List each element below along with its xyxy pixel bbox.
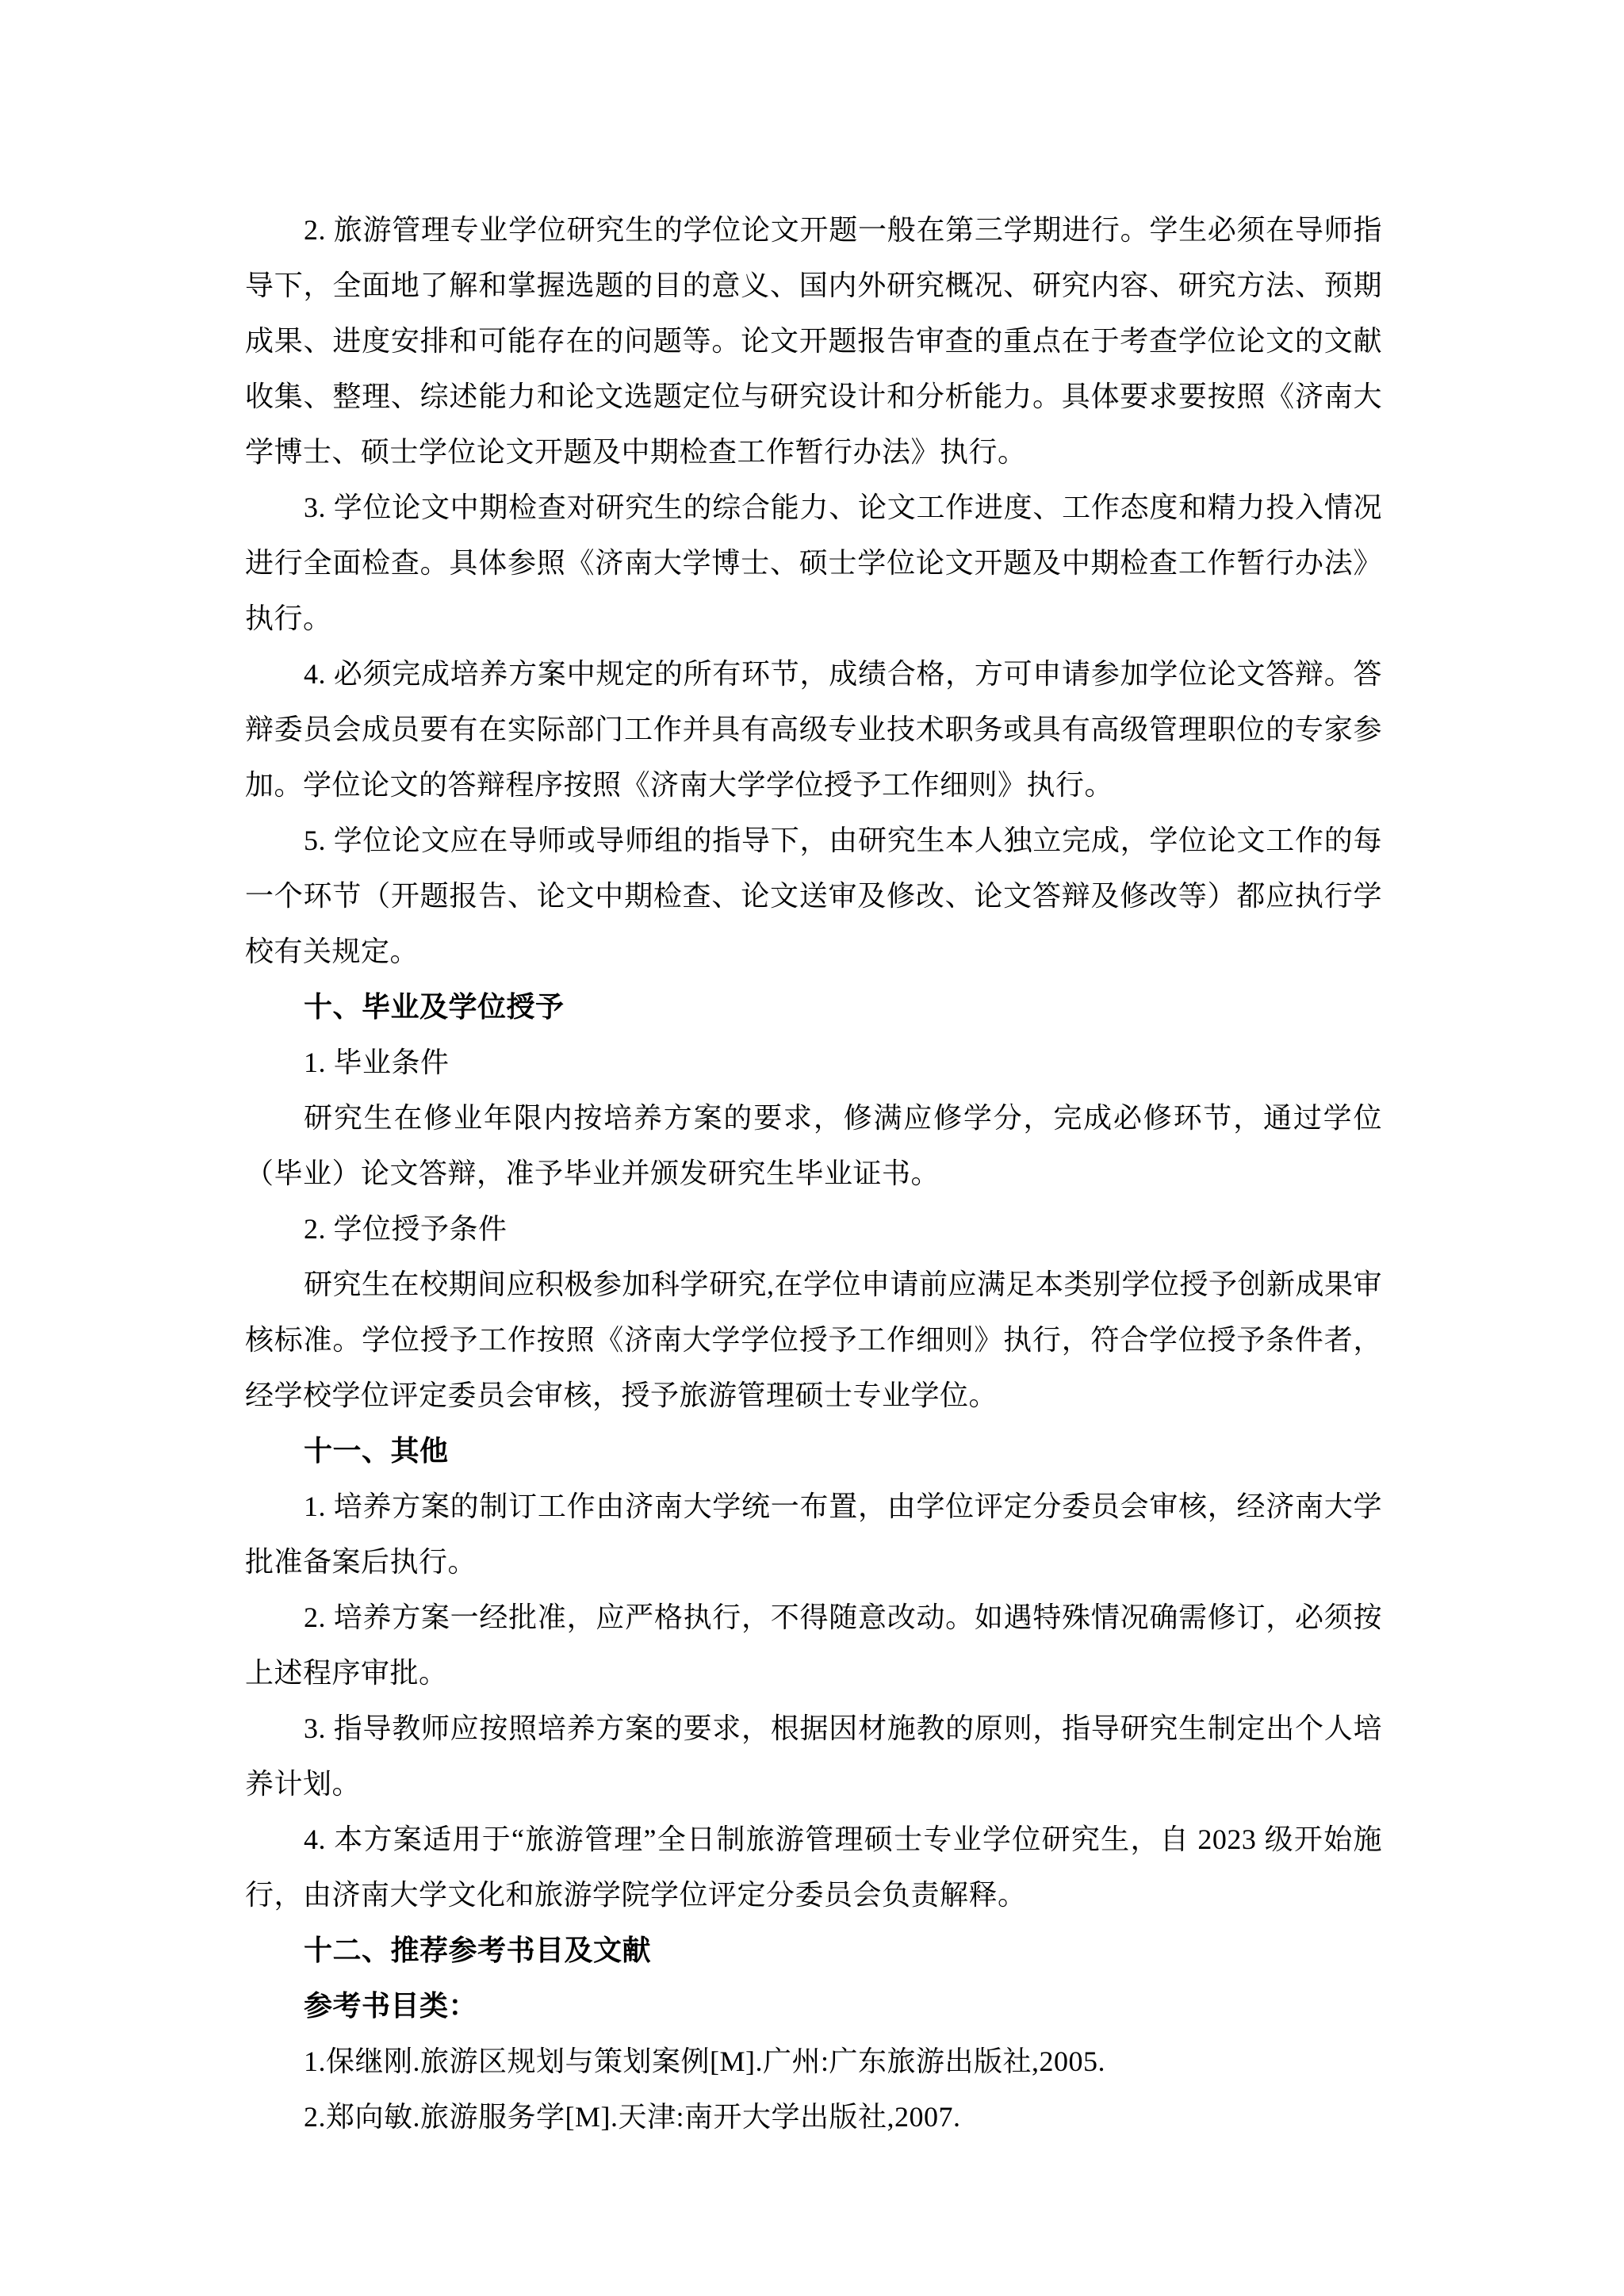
para-item-4-applicability: 4. 本方案适用于“旅游管理”全日制旅游管理硕士专业学位研究生，自 2023 级开始施行，由济南大学文化和旅游学院学位评定分委员会负责解释。 [245,1823,1382,1911]
para-item-2-plan-revision: 2. 培养方案一经批准，应严格执行，不得随意改动。如遇特殊情况确需修订，必须按上述程序审批。 [245,1601,1382,1689]
reference-item-2: 2.郑向敏.旅游服务学[M].天津:南开大学出版社,2007. [304,2101,961,2133]
para-item-4-defense-requirements: 4. 必须完成培养方案中规定的所有环节，成绩合格，方可申请参加学位论文答辩。答辩委员会成员要有在实际部门工作并具有高级专业技术职务或具有高级管理职位的专家参加。学位论文的答辩程序按照《济南大学学位授予工作细则》执行。 [245,658,1382,801]
reference-item-1: 1.保继刚.旅游区规划与策划案例[M].广州:广东旅游出版社,2005. [304,2045,1105,2077]
para-item-2-thesis-proposal: 2. 旅游管理专业学位研究生的学位论文开题一般在第三学期进行。学生必须在导师指导下，全面地了解和掌握选题的目的意义、国内外研究概况、研究内容、研究方法、预期成果、进度安排和可能存在的问题等。论文开题报告审查的重点在于考查学位论文的文献收集、整理、综述能力和论文选题定位与研究设计和分析能力。具体要求要按照《济南大学博士、硕士学位论文开题及中期检查工作暂行办法》执行。 [245,214,1382,468]
para-item-3-midterm-check: 3. 学位论文中期检查对研究生的综合能力、论文工作进度、工作态度和精力投入情况进行全面检查。具体参照《济南大学博士、硕士学位论文开题及中期检查工作暂行办法》执行。 [245,492,1382,634]
para-item-1-plan-formulation: 1. 培养方案的制订工作由济南大学统一布置，由学位评定分委员会审核，经济南大学批准备案后执行。 [245,1490,1382,1578]
document-body [245,202,1382,2145]
para-item-5-thesis-independence: 5. 学位论文应在导师或导师组的指导下，由研究生本人独立完成，学位论文工作的每一个环节（开题报告、论文中期检查、论文送审及修改、论文答辩及修改等）都应执行学校有关规定。 [245,825,1382,967]
heading-section-10-graduation-and-degree: 十、毕业及学位授予 [304,991,565,1023]
para-degree-conditions-detail: 研究生在校期间应积极参加科学研究,在学位申请前应满足本类别学位授予创新成果审核标准。学位授予工作按照《济南大学学位授予工作细则》执行，符合学位授予条件者，经学校学位评定委员会审核，授予旅游管理硕士专业学位。 [245,1269,1383,1411]
para-item-3-supervisor-guidance: 3. 指导教师应按照培养方案的要求，根据因材施教的原则，指导研究生制定出个人培养计划。 [245,1712,1382,1800]
heading-section-12-recommended-references: 十二、推荐参考书目及文献 [304,1934,652,1966]
heading-section-11-others: 十一、其他 [304,1435,449,1467]
heading-reference-books-label: 参考书目类： [304,1990,478,2022]
para-item-2-degree-conditions: 2. 学位授予条件 [304,1213,508,1245]
para-graduation-conditions-detail: 研究生在修业年限内按培养方案的要求，修满应修学分，完成必修环节，通过学位（毕业）论文答辩，准予毕业并颁发研究生毕业证书。 [245,1102,1382,1189]
para-item-1-graduation-conditions: 1. 毕业条件 [304,1047,450,1078]
